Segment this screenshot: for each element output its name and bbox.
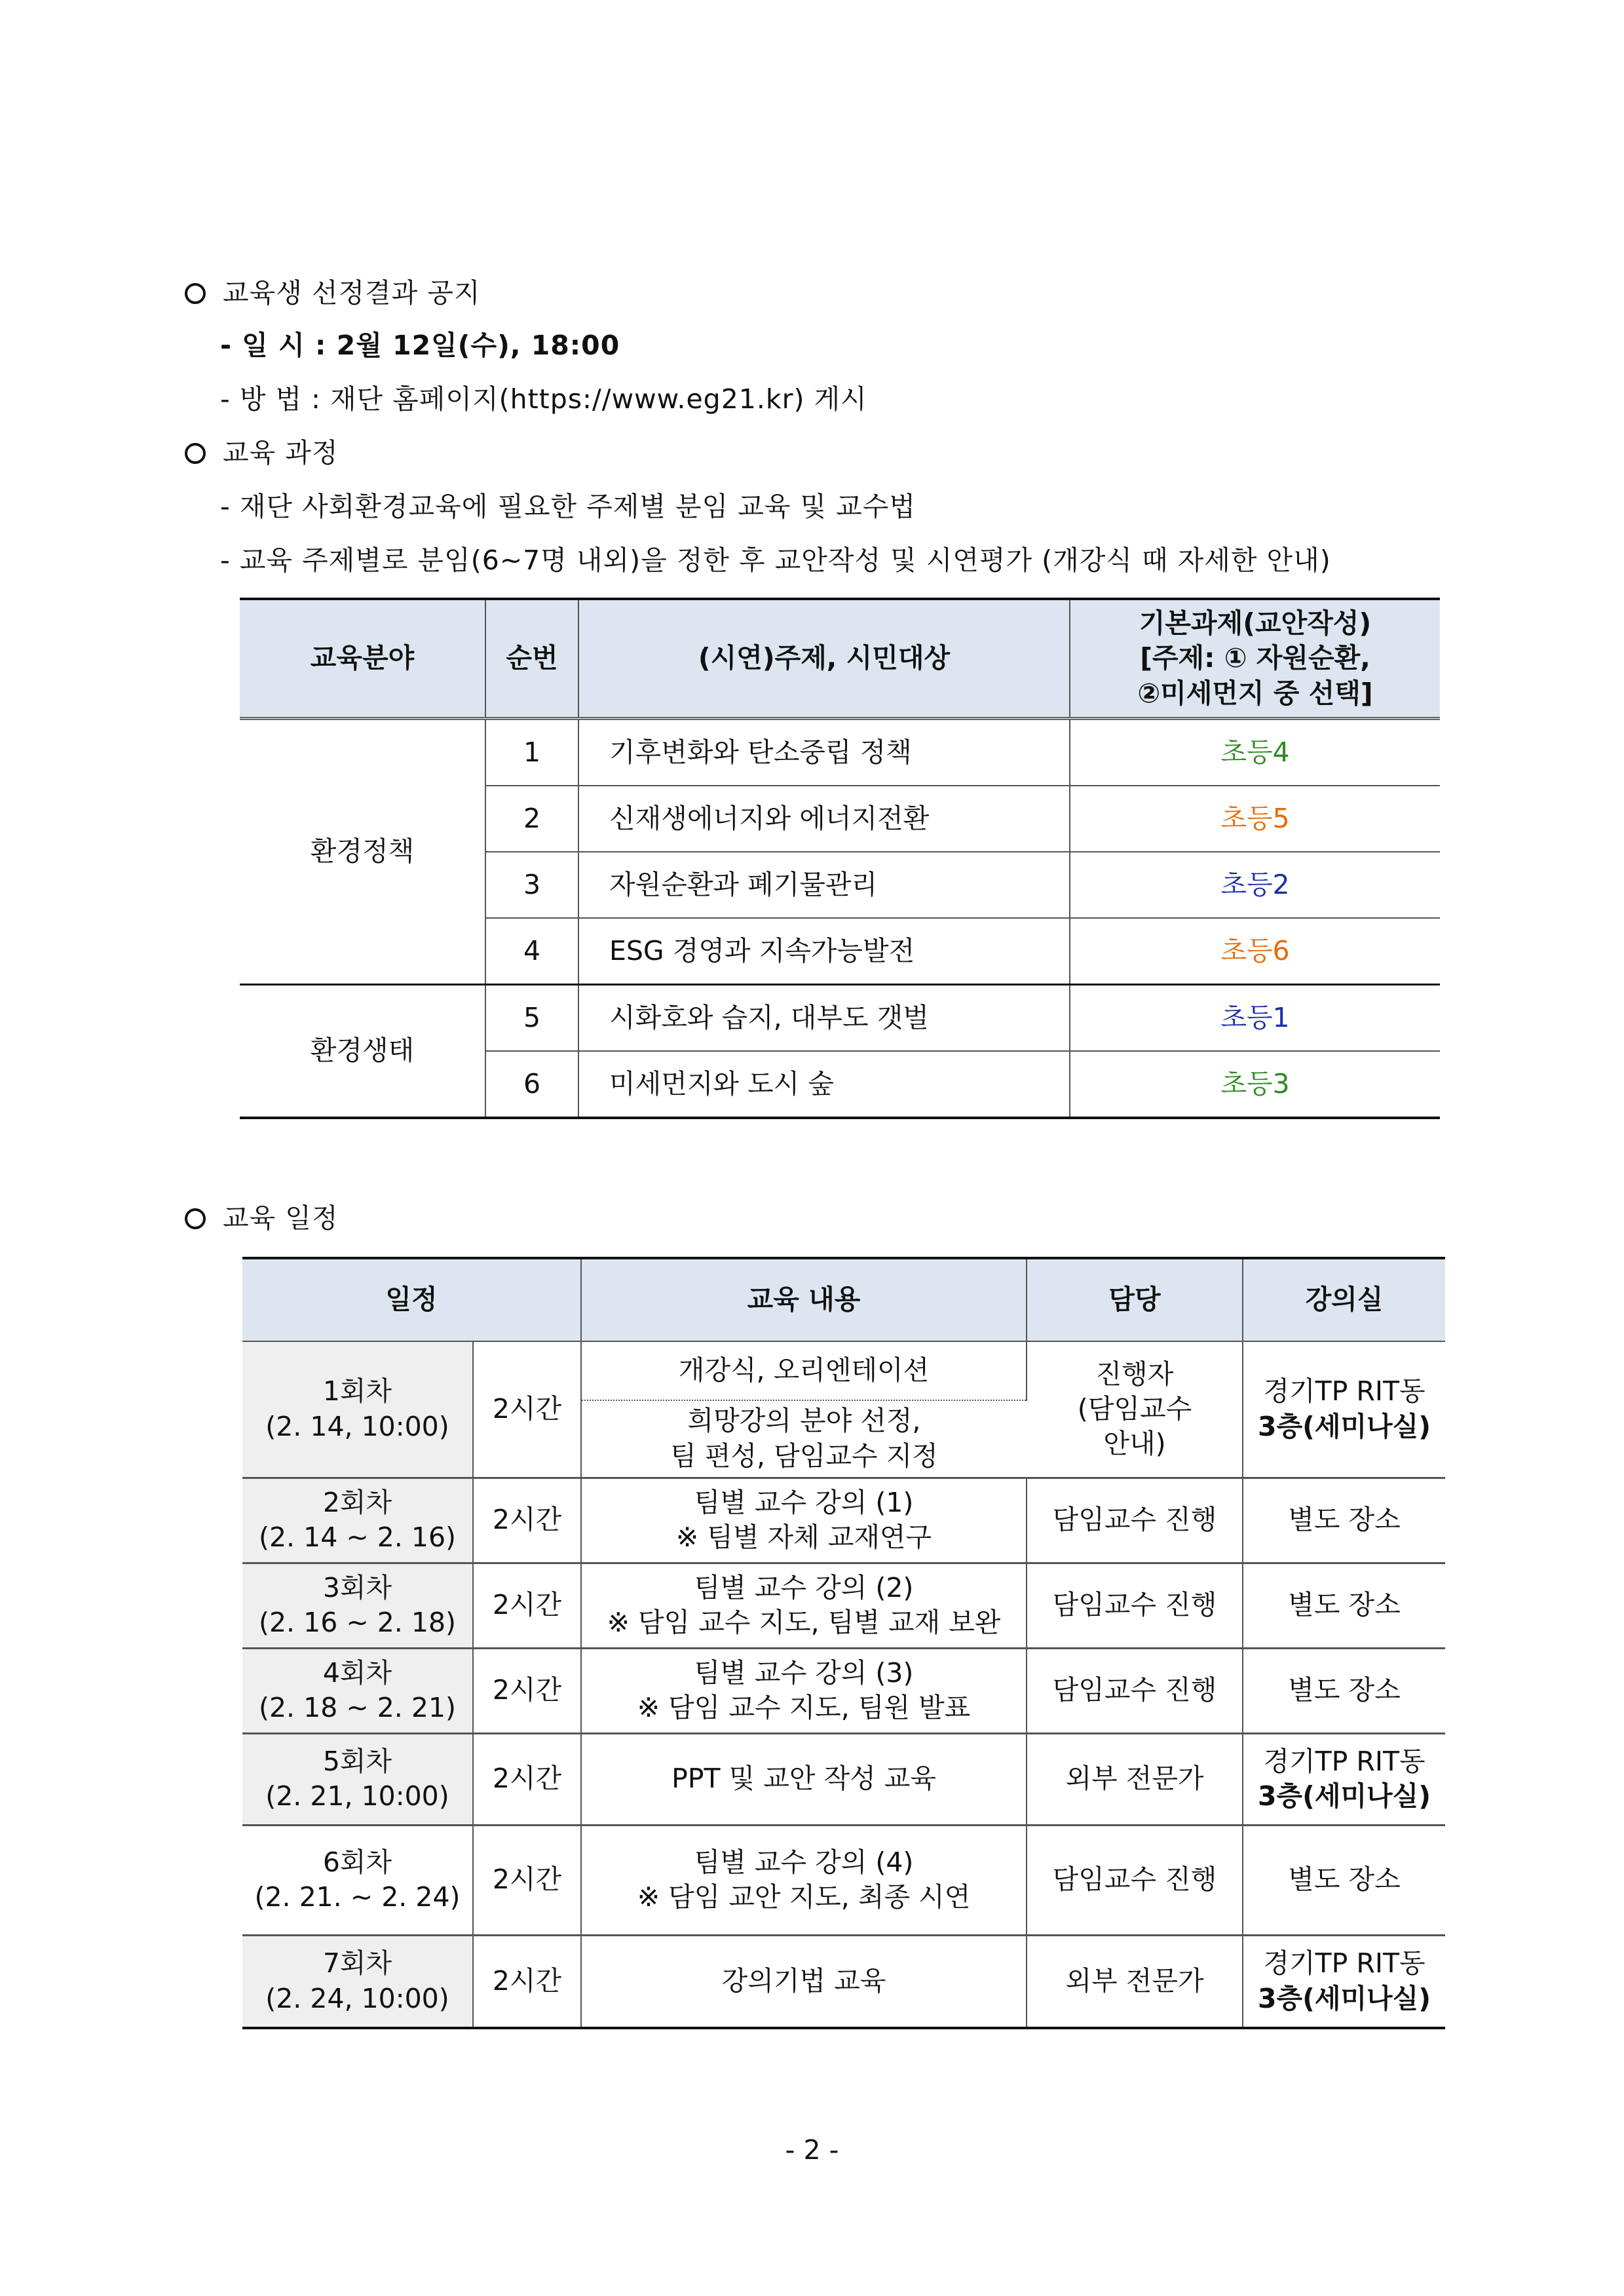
content-cell: 팀별 교수 강의 (2) ※ 담임 교수 지도, 팀별 교재 보완	[581, 1563, 1027, 1648]
table-row	[242, 1478, 1445, 1563]
row-target: 초등2	[1070, 852, 1440, 918]
owner-cell: 외부 전문가	[1027, 1935, 1243, 2028]
table-row	[240, 985, 1440, 1052]
owner-cell: 진행자 (담임교수 안내)	[1027, 1341, 1243, 1478]
course-line-2: - 교육 주제별로 분임(6~7명 내외)을 정한 후 교안작성 및 시연평가 (개강식 때 자세한 안내)	[220, 545, 1331, 576]
table-row	[242, 1648, 1445, 1733]
circle-bullet-icon	[185, 443, 206, 464]
content-cell: 팀별 교수 강의 (1) ※ 팀별 자체 교재연구	[581, 1478, 1027, 1563]
row-no: 4	[485, 918, 578, 985]
session-cell: 7회차 (2. 24, 10:00)	[242, 1935, 473, 2028]
room-cell: 별도 장소	[1243, 1478, 1445, 1563]
session-cell: 4회차 (2. 18 ~ 2. 21)	[242, 1648, 473, 1733]
row-target: 초등6	[1070, 918, 1440, 985]
schedule-heading: 교육 일정	[185, 1196, 338, 1235]
row-no: 3	[485, 852, 578, 918]
table-row	[242, 1733, 1445, 1825]
header-room: 강의실	[1243, 1258, 1445, 1341]
header-order: 순번	[485, 599, 578, 719]
row-topic: 시화호와 습지, 대부도 갯벌	[578, 985, 1070, 1052]
schedule-table	[242, 1257, 1445, 2029]
content-cell: 팀별 교수 강의 (4) ※ 담임 교안 지도, 최종 시연	[581, 1825, 1027, 1935]
hours-cell: 2시간	[473, 1733, 581, 1825]
table-row	[242, 1563, 1445, 1648]
session-cell: 1회차 (2. 14, 10:00)	[242, 1341, 473, 1478]
row-no: 2	[485, 786, 578, 852]
row-topic: 신재생에너지와 에너지전환	[578, 786, 1070, 852]
room-cell: 별도 장소	[1243, 1825, 1445, 1935]
hours-cell: 2시간	[473, 1563, 581, 1648]
row-no: 6	[485, 1051, 578, 1118]
table-row	[242, 1825, 1445, 1935]
row-topic: 자원순환과 폐기물관리	[578, 852, 1070, 918]
hours-cell: 2시간	[473, 1648, 581, 1733]
row-target: 초등5	[1070, 786, 1440, 852]
room-cell: 경기TP RIT동 3층(세미나실)	[1257, 1947, 1431, 2014]
session-cell: 5회차 (2. 21, 10:00)	[242, 1733, 473, 1825]
row-topic: ESG 경영과 지속가능발전	[578, 918, 1070, 985]
header-content: 교육 내용	[581, 1258, 1027, 1341]
session-cell: 3회차 (2. 16 ~ 2. 18)	[242, 1563, 473, 1648]
course-table-header	[240, 599, 1440, 719]
owner-cell: 담임교수 진행	[1027, 1825, 1243, 1935]
room-cell: 경기TP RIT동 3층(세미나실)	[1243, 1341, 1445, 1478]
row-target: 초등4	[1070, 719, 1440, 786]
row-topic: 기후변화와 탄소중립 정책	[578, 719, 1070, 786]
page-number: - 2 -	[785, 2134, 839, 2166]
content-cell: PPT 및 교안 작성 교육	[581, 1733, 1027, 1825]
content-cell: 팀별 교수 강의 (3) ※ 담임 교수 지도, 팀원 발표	[581, 1648, 1027, 1733]
session-cell: 6회차 (2. 21. ~ 2. 24)	[242, 1825, 473, 1935]
owner-cell: 담임교수 진행	[1027, 1563, 1243, 1648]
owner-cell: 담임교수 진행	[1027, 1478, 1243, 1563]
header-topic: (시연)주제, 시민대상	[578, 599, 1070, 719]
course-line-1: - 재단 사회환경교육에 필요한 주제별 분임 교육 및 교수법	[220, 491, 916, 522]
row-no: 1	[485, 719, 578, 786]
table-row	[242, 1341, 1445, 1400]
owner-cell: 담임교수 진행	[1027, 1648, 1243, 1733]
content-cell: 강의기법 교육	[581, 1935, 1027, 2028]
announcement-method: - 방 법 : 재단 홈페이지(https://www.eg21.kr) 게시	[220, 383, 867, 415]
announcement-heading: 교육생 선정결과 공지	[185, 271, 481, 310]
header-task: 기본과제(교안작성) [주제: ① 자원순환, ②미세먼지 중 선택]	[1070, 599, 1440, 719]
row-target: 초등3	[1220, 1067, 1290, 1100]
room-cell: 경기TP RIT동 3층(세미나실)	[1243, 1733, 1445, 1825]
content-cell: 희망강의 분야 선정, 팀 편성, 담임교수 지정	[581, 1400, 1027, 1478]
room-cell: 별도 장소	[1243, 1648, 1445, 1733]
course-heading: 교육 과정	[185, 431, 338, 470]
course-table	[240, 598, 1440, 1119]
room-cell: 별도 장소	[1243, 1563, 1445, 1648]
row-target: 초등1	[1070, 985, 1440, 1052]
header-date: 일정	[242, 1258, 581, 1341]
group-policy: 환경정책	[240, 719, 485, 985]
schedule-table-header	[242, 1258, 1445, 1341]
hours-cell: 2시간	[473, 1825, 581, 1935]
owner-cell: 외부 전문가	[1027, 1733, 1243, 1825]
row-topic: 미세먼지와 도시 숲	[578, 1051, 1070, 1118]
group-ecology: 환경생태	[240, 985, 485, 1119]
header-owner: 담당	[1027, 1258, 1243, 1341]
circle-bullet-icon	[185, 283, 206, 304]
hours-cell: 2시간	[473, 1341, 581, 1478]
hours-cell: 2시간	[473, 1935, 581, 2028]
hours-cell: 2시간	[473, 1478, 581, 1563]
table-row	[240, 719, 1440, 786]
row-no: 5	[485, 985, 578, 1052]
session-cell: 2회차 (2. 14 ~ 2. 16)	[242, 1478, 473, 1563]
table-row	[242, 1935, 1445, 2028]
announcement-date: - 일 시 : 2월 12일(수), 18:00	[220, 330, 620, 361]
header-field: 교육분야	[240, 599, 485, 719]
content-cell: 개강식, 오리엔테이션	[581, 1341, 1027, 1400]
circle-bullet-icon	[185, 1208, 206, 1229]
